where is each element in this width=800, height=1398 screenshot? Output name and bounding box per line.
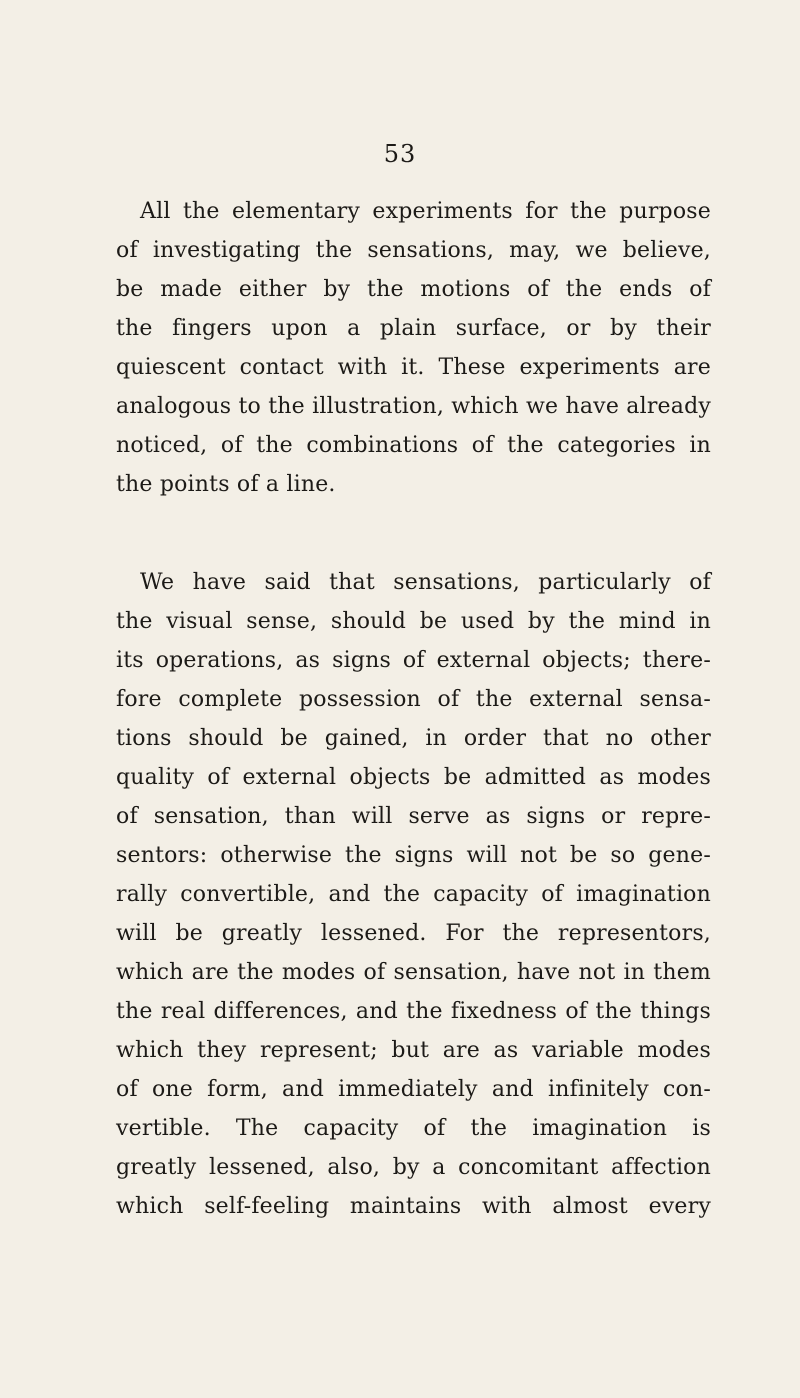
text-line: All the elementary experiments for the purpose (140, 199, 711, 224)
text-line: the real differences, and the fixedness of the things (116, 999, 711, 1024)
text-line: which are the modes of sensation, have not in them (116, 960, 711, 985)
text-line: fore complete possession of the external sensa- (116, 687, 711, 712)
text-line: which they represent; but are as variable modes (116, 1038, 711, 1063)
text-line: noticed, of the combinations of the categories in (116, 433, 711, 458)
text-line: sentors: otherwise the signs will not be so gene- (116, 843, 711, 868)
page-number: 53 (383, 140, 417, 168)
text-line: will be greatly lessened. For the representors, (116, 921, 711, 946)
text-line: the fingers upon a plain surface, or by their (116, 316, 711, 341)
paragraph-1 (116, 192, 711, 504)
text-line: tions should be gained, in order that no other (116, 726, 711, 751)
text-line: of sensation, than will serve as signs or repre- (116, 804, 711, 829)
text-line: analogous to the illustration, which we have already (116, 394, 711, 419)
text-line: quiescent contact with it. These experiments are (116, 355, 711, 380)
text-line: rally convertible, and the capacity of imagination (116, 882, 711, 907)
text-line: We have said that sensations, particularly of (140, 570, 711, 595)
text-line: which self-feeling maintains with almost every (116, 1194, 711, 1219)
text-line: its operations, as signs of external objects; there- (116, 648, 711, 673)
text-line: the visual sense, should be used by the mind in (116, 609, 711, 634)
text-line: vertible. The capacity of the imagination is (116, 1116, 711, 1141)
paragraph-2 (116, 563, 711, 1226)
text-line: quality of external objects be admitted as modes (116, 765, 711, 790)
text-line: the points of a line. (116, 472, 336, 497)
text-line: greatly lessened, also, by a concomitant affection (116, 1155, 711, 1180)
text-line: be made either by the motions of the ends of (116, 277, 711, 302)
text-line: of investigating the sensations, may, we believe, (116, 238, 711, 263)
text-line: of one form, and immediately and infinitely con- (116, 1077, 711, 1102)
